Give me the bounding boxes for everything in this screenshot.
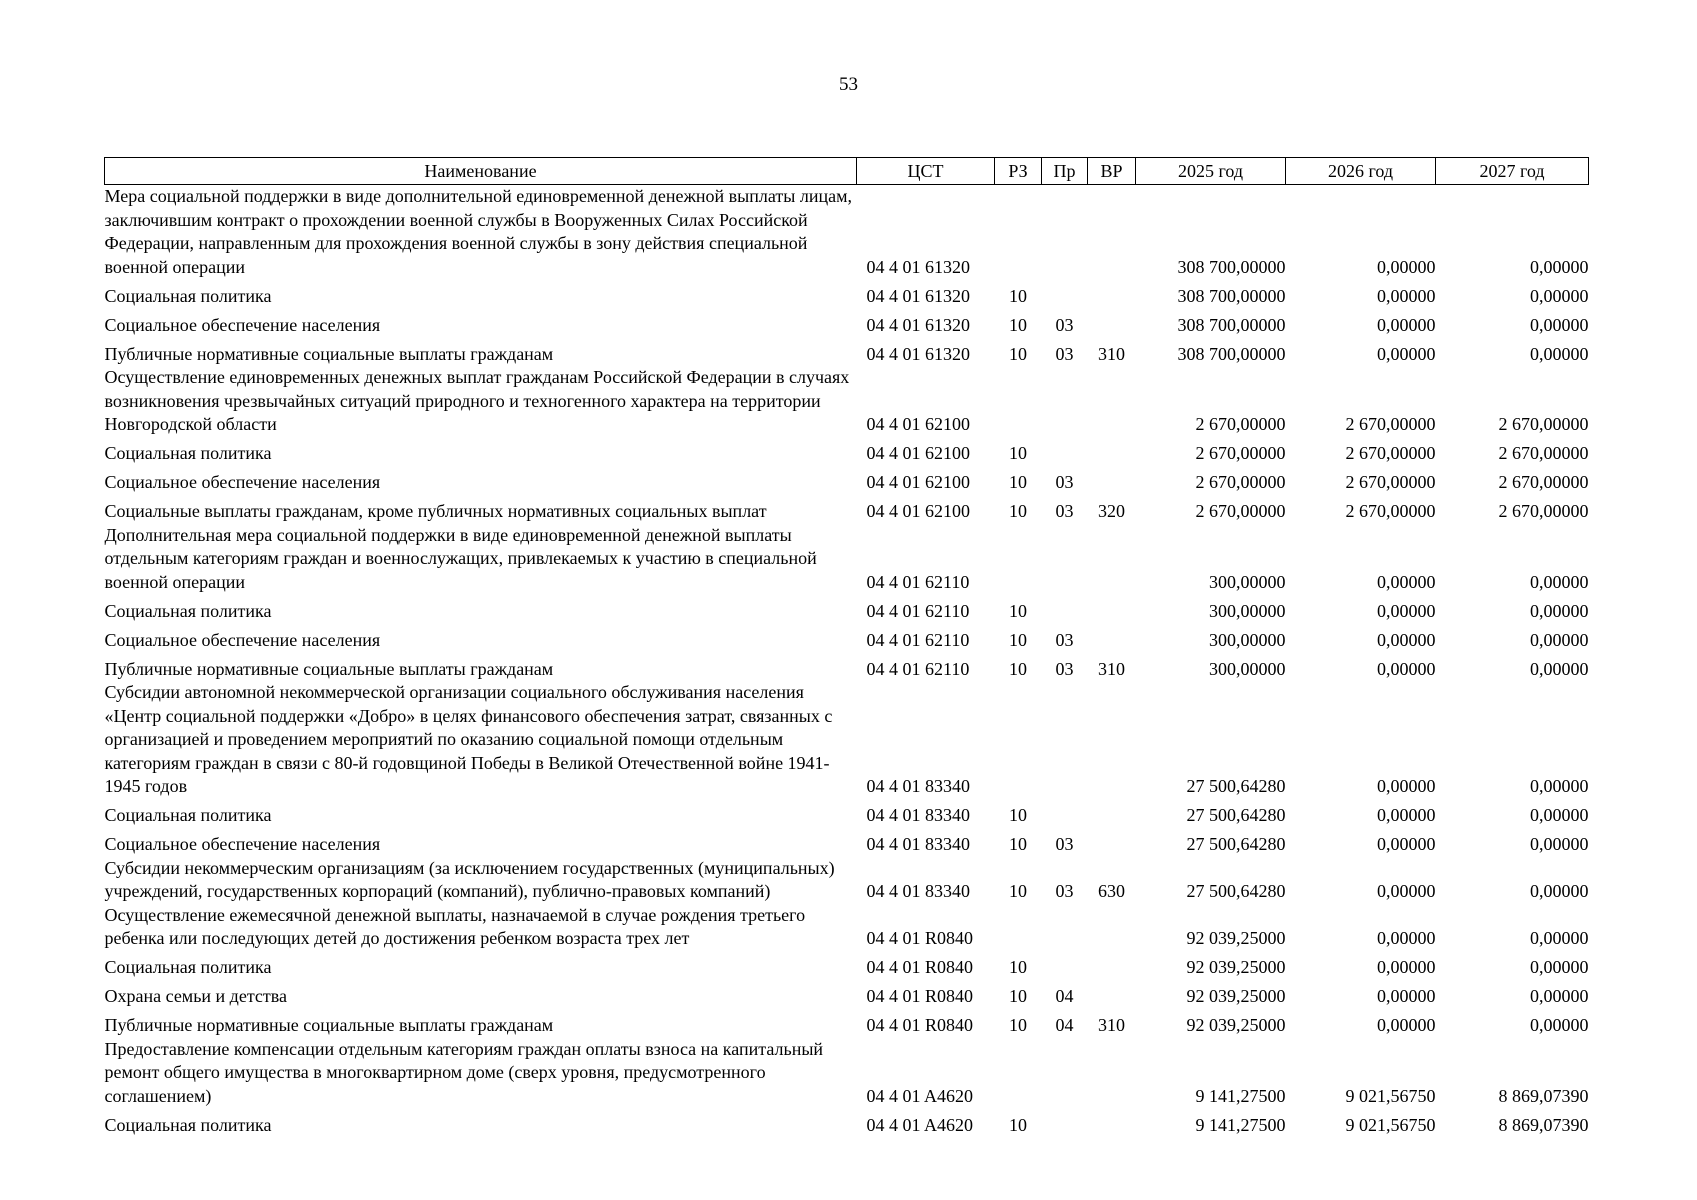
row-2025: 308 700,00000 [1177,256,1286,277]
row-name: Осуществление ежемесячной денежной выплаты, назначаемой в случае рождения третьего ребенка или последующих детей до достижения ребенком возраста трех лет [104,904,806,948]
row-2026: 0,00000 [1377,957,1436,977]
row-2026: 2 670,00000 [1345,501,1436,521]
row-name: Социальная политика [104,443,272,463]
row-cst: 04 4 01 62100 [866,443,970,463]
row-2025: 27 500,64280 [1186,776,1286,796]
row-cst: 04 4 01 62100 [866,414,970,434]
row-2027: 0,00000 [1530,986,1589,1006]
row-cst: 04 4 01 83340 [866,834,970,854]
row-cst: 04 4 01 R0840 [866,986,974,1006]
row-vr [1088,980,1136,1009]
row-vr [1088,366,1136,437]
row-rz [995,681,1042,799]
table-row [105,495,1589,524]
table-row [105,904,1589,951]
row-rz: 10 [1009,501,1027,521]
header-name: Наименование [105,158,857,185]
row-2025: 308 700,00000 [1177,314,1286,335]
row-2025: 92 039,25000 [1186,957,1286,977]
row-rz: 10 [1009,1114,1027,1135]
row-vr [1088,279,1136,308]
table-row [105,1038,1589,1109]
row-2026: 2 670,00000 [1345,472,1436,492]
row-2027: 0,00000 [1530,834,1589,854]
row-2025: 308 700,00000 [1177,343,1286,364]
row-name: Субсидии автономной некоммерческой организации социального обслуживания населения «Центр социальной поддержки «Добро» в целях финансового обеспечения затрат, связанных с организацией и проведением мероприятий по оказанию социальной помощи отдельным категориям граждан в связи с 80-й годовщиной Победы в Великой Отечественной войне 1941-1945 годов [104,682,833,796]
row-rz: 10 [1009,1015,1027,1035]
table-row [105,337,1589,366]
row-name: Публичные нормативные социальные выплаты гражданам [104,343,554,364]
row-rz: 10 [1009,986,1027,1006]
row-2027: 0,00000 [1530,928,1589,948]
row-rz: 10 [1009,834,1027,854]
row-cst: 04 4 01 R0840 [866,1015,974,1035]
row-name: Субсидии некоммерческим организациям (за исключением государственных (муниципальных) учреждений, государственных корпораций (компаний), публично-правовых компаний) [104,857,835,901]
table-row [105,524,1589,595]
row-pr [1042,437,1088,466]
row-vr [1088,466,1136,495]
row-pr: 03 [1055,314,1074,335]
row-rz: 10 [1009,314,1027,335]
table-row [105,437,1589,466]
row-rz: 10 [1009,343,1027,364]
row-rz [995,524,1042,595]
row-2027: 0,00000 [1530,343,1589,364]
row-2027: 0,00000 [1530,256,1589,277]
row-pr [1042,1038,1088,1109]
row-name: Социальное обеспечение населения [104,472,381,492]
table-row [105,951,1589,980]
header-2025: 2025 год [1136,158,1286,185]
row-2027: 0,00000 [1530,658,1589,679]
row-rz: 10 [1009,600,1027,621]
row-2027: 0,00000 [1530,629,1589,650]
row-vr [1088,681,1136,799]
row-pr: 03 [1055,343,1074,364]
row-2026: 0,00000 [1377,571,1436,592]
row-cst: 04 4 01 61320 [866,285,970,306]
row-2025: 308 700,00000 [1177,285,1286,306]
row-2025: 300,00000 [1209,658,1286,679]
row-2025: 300,00000 [1209,600,1286,621]
table-row [105,1009,1589,1038]
row-cst: 04 4 01 62110 [866,629,970,650]
table-row [105,279,1589,308]
row-name: Социальное обеспечение населения [104,629,381,650]
row-pr: 03 [1055,501,1074,521]
row-cst: 04 4 01 83340 [866,881,970,901]
row-2025: 300,00000 [1209,629,1286,650]
row-name: Социальная политика [104,957,272,977]
row-vr: 320 [1098,501,1125,521]
row-pr: 03 [1055,834,1074,854]
row-2027: 2 670,00000 [1498,472,1589,492]
row-2026: 0,00000 [1377,343,1436,364]
row-name: Социальная политика [104,805,272,825]
row-cst: 04 4 01 R0840 [866,928,974,948]
row-2026: 2 670,00000 [1345,443,1436,463]
row-rz [995,366,1042,437]
page-number: 53 [839,74,858,95]
row-rz [995,1038,1042,1109]
row-name: Охрана семьи и детства [104,986,288,1006]
row-rz [995,904,1042,951]
row-name: Предоставление компенсации отдельным категориям граждан оплаты взноса на капитальный ремонт общего имущества в многоквартирном доме (сверх уровня, предусмотренного соглашением) [104,1038,824,1106]
row-pr [1042,594,1088,623]
row-vr [1088,951,1136,980]
row-2026: 0,00000 [1377,1015,1436,1035]
row-pr [1042,279,1088,308]
row-vr: 310 [1098,658,1125,679]
row-cst: 04 4 01 61320 [866,256,970,277]
row-vr [1088,1038,1136,1109]
row-vr [1088,594,1136,623]
row-2026: 0,00000 [1377,881,1436,901]
row-cst: 04 4 01 62110 [866,571,970,592]
row-2026: 0,00000 [1377,928,1436,948]
row-2025: 2 670,00000 [1195,501,1286,521]
row-vr [1088,828,1136,857]
row-name: Социальная политика [104,285,272,306]
table-row [105,681,1589,799]
row-2025: 27 500,64280 [1186,805,1286,825]
row-cst: 04 4 01 62110 [866,600,970,621]
row-2027: 2 670,00000 [1498,443,1589,463]
row-pr [1042,185,1088,280]
row-pr [1042,681,1088,799]
row-cst: 04 4 01 62100 [866,472,970,492]
row-2027: 0,00000 [1530,314,1589,335]
row-vr [1088,308,1136,337]
table-row [105,652,1589,681]
row-name: Дополнительная мера социальной поддержки в виде единовременной денежной выплаты отдельным категориям граждан и военнослужащих, привлекаемых к участию в специальной военной операции [104,524,817,592]
row-2027: 8 869,07390 [1498,1114,1589,1135]
table-row [105,1108,1589,1137]
row-vr [1088,1108,1136,1137]
row-name: Социальная политика [104,1114,272,1135]
row-rz: 10 [1009,443,1027,463]
row-name: Социальное обеспечение населения [104,314,381,335]
row-2026: 0,00000 [1377,256,1436,277]
row-rz: 10 [1009,658,1027,679]
row-2027: 0,00000 [1530,600,1589,621]
row-cst: 04 4 01 83340 [866,805,970,825]
row-name: Осуществление единовременных денежных выплат гражданам Российской Федерации в случаях возникновения чрезвычайных ситуаций природного и техногенного характера на территории Новгородской области [104,367,850,434]
row-2025: 2 670,00000 [1195,472,1286,492]
row-vr [1088,185,1136,280]
row-2027: 0,00000 [1530,957,1589,977]
row-2025: 9 141,27500 [1195,1114,1286,1135]
row-vr [1088,904,1136,951]
row-2027: 0,00000 [1530,805,1589,825]
row-2026: 0,00000 [1377,805,1436,825]
row-pr [1042,904,1088,951]
header-rz: РЗ [995,158,1042,185]
row-2026: 0,00000 [1377,629,1436,650]
row-rz: 10 [1009,285,1027,306]
row-2025: 92 039,25000 [1186,928,1286,948]
table-row [105,366,1589,437]
table-row [105,828,1589,857]
header-pr: Пр [1042,158,1088,185]
row-cst: 04 4 01 A4620 [866,1085,974,1106]
header-vr: ВР [1088,158,1136,185]
row-pr [1042,366,1088,437]
row-pr: 03 [1055,629,1074,650]
row-2026: 0,00000 [1377,658,1436,679]
row-2027: 0,00000 [1530,881,1589,901]
budget-table [104,157,1589,1137]
row-rz [995,185,1042,280]
row-2027: 2 670,00000 [1498,414,1589,434]
row-2027: 0,00000 [1530,571,1589,592]
row-vr [1088,799,1136,828]
row-pr: 04 [1055,986,1074,1006]
row-cst: 04 4 01 A4620 [866,1114,974,1135]
row-2026: 0,00000 [1377,285,1436,306]
row-vr: 630 [1098,881,1125,901]
row-vr: 310 [1098,1015,1125,1035]
row-2025: 2 670,00000 [1195,414,1286,434]
row-2025: 2 670,00000 [1195,443,1286,463]
row-rz: 10 [1009,629,1027,650]
row-pr [1042,799,1088,828]
table-row [105,623,1589,652]
row-cst: 04 4 01 61320 [866,343,970,364]
row-vr: 310 [1098,343,1125,364]
row-pr: 03 [1055,472,1074,492]
row-2025: 27 500,64280 [1186,834,1286,854]
row-2027: 8 869,07390 [1498,1085,1589,1106]
header-2026: 2026 год [1286,158,1436,185]
row-cst: 04 4 01 62100 [866,501,970,521]
row-vr [1088,623,1136,652]
row-2025: 92 039,25000 [1186,1015,1286,1035]
row-2025: 27 500,64280 [1186,881,1286,901]
row-cst: 04 4 01 62110 [866,658,970,679]
row-2026: 0,00000 [1377,314,1436,335]
row-name: Мера социальной поддержки в виде дополнительной единовременной денежной выплаты лицам, заключившим контракт о прохождении военной службы в Вооруженных Силах Российской Федерации, направленным для прохождения военной службы в зону действия специальной военной операции [104,186,852,277]
row-name: Социальное обеспечение населения [104,834,381,854]
row-2026: 9 021,56750 [1345,1114,1436,1135]
row-name: Социальная политика [104,600,272,621]
row-pr [1042,951,1088,980]
row-2027: 2 670,00000 [1498,501,1589,521]
table-row [105,857,1589,904]
row-cst: 04 4 01 R0840 [866,957,974,977]
row-2026: 0,00000 [1377,986,1436,1006]
table-row [105,594,1589,623]
row-rz: 10 [1009,472,1027,492]
row-2025: 9 141,27500 [1195,1085,1286,1106]
row-pr: 04 [1055,1015,1074,1035]
row-2026: 0,00000 [1377,600,1436,621]
table-row [105,980,1589,1009]
row-rz: 10 [1009,881,1027,901]
row-rz: 10 [1009,957,1027,977]
table-row [105,308,1589,337]
row-2026: 2 670,00000 [1345,414,1436,434]
row-2027: 0,00000 [1530,776,1589,796]
row-cst: 04 4 01 61320 [866,314,970,335]
table-row [105,466,1589,495]
row-2026: 0,00000 [1377,834,1436,854]
row-2026: 9 021,56750 [1345,1085,1436,1106]
row-vr [1088,524,1136,595]
row-name: Публичные нормативные социальные выплаты гражданам [104,1015,554,1035]
row-pr: 03 [1055,658,1074,679]
row-vr [1088,437,1136,466]
table-body [105,185,1589,1138]
row-cst: 04 4 01 83340 [866,776,970,796]
row-pr [1042,524,1088,595]
row-name: Социальные выплаты гражданам, кроме публичных нормативных социальных выплат [104,501,767,521]
row-2025: 300,00000 [1209,571,1286,592]
header-2027: 2027 год [1436,158,1589,185]
row-pr [1042,1108,1088,1137]
row-rz: 10 [1009,805,1027,825]
table-row [105,185,1589,280]
row-2027: 0,00000 [1530,285,1589,306]
header-cst: ЦСТ [857,158,995,185]
row-2025: 92 039,25000 [1186,986,1286,1006]
table-row [105,799,1589,828]
row-pr: 03 [1055,881,1074,901]
row-name: Публичные нормативные социальные выплаты гражданам [104,658,554,679]
row-2026: 0,00000 [1377,776,1436,796]
table-header-row [105,158,1589,185]
row-2027: 0,00000 [1530,1015,1589,1035]
